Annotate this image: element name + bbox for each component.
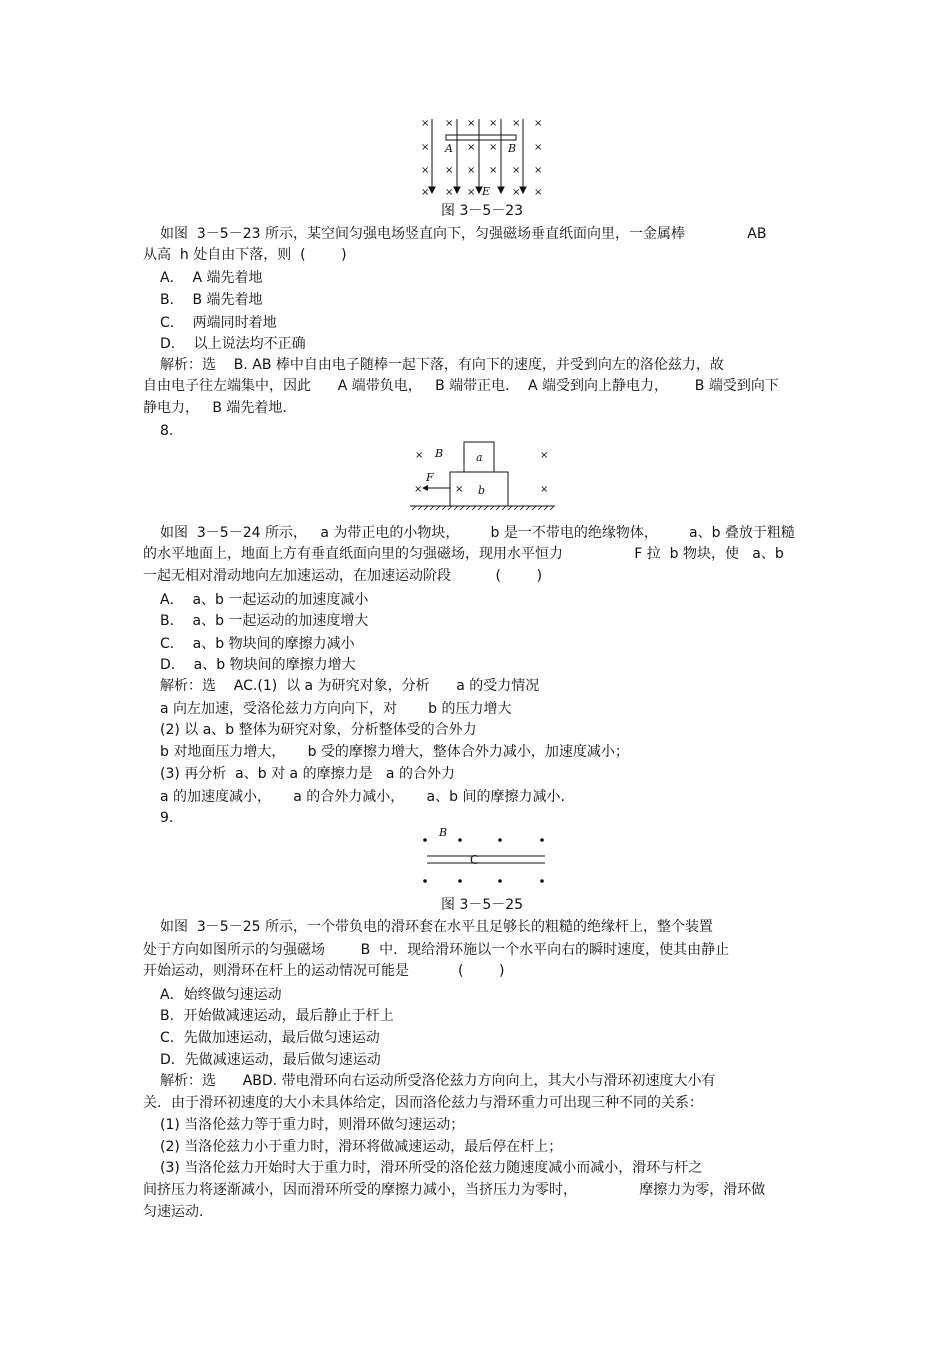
q8-number: 8. [160,423,174,439]
svg-text:×: × [512,165,521,176]
force-f-label: F [426,471,434,484]
figure-3-5-23 [415,115,555,197]
q9-analysis-line6: 间挤压力将逐渐减小，因而滑环所受的摩擦力减小，当挤压力为零时， 摩擦力为零，滑环做 [143,1182,766,1198]
q8-stem-line2: 的水平地面上，地面上方有垂直纸面向里的匀强磁场，现用水平恒力 F 拉 b 物块，使 a、b [143,546,784,562]
field-b-label: B [439,826,448,839]
q9-stem-line3: 开始运动，则滑环在杆上的运动情况可能是 ( ) [143,963,505,979]
field-cross: × [455,484,464,495]
q9-analysis-line1: 解析：选 ABD. 带电滑环向右运动所受洛伦兹力方向向上，其大小与滑环初速度大小有 [160,1073,716,1089]
q8-analysis-line6: a 的加速度减小， a 的合外力减小， a、b 间的摩擦力减小. [160,789,565,805]
figure-caption-3-5-23: 图 3－5－23 [441,203,524,219]
block-b-label: b [478,484,486,497]
field-cross: × [414,484,423,495]
magnetic-field-dots [423,838,544,883]
electric-field-lines [429,119,526,193]
rod-end-b-label: B [508,142,517,155]
svg-text:×: × [445,118,454,129]
q8-option-c: C． a、b 物块间的摩擦力减小 [160,636,355,652]
svg-text:×: × [512,118,521,129]
svg-text:×: × [421,165,430,176]
field-cross: × [415,450,424,461]
q7-option-b: B． B 端先着地 [160,292,263,308]
svg-text:×: × [534,165,543,176]
field-e-label: E [482,185,491,197]
q8-analysis-line3: (2) 以 a、b 整体为研究对象，分析整体受的合外力 [160,722,477,738]
ring-c-label: C [470,853,479,867]
svg-text:×: × [421,118,430,129]
svg-text:×: × [421,187,430,197]
q8-stem-line3: 一起无相对滑动地向左加速运动，在加速运动阶段 ( ) [143,568,543,584]
q7-analysis-line2: 自由电子往左端集中，因此 A 端带负电， B 端带正电． A 端受到向上静电力， B 端受到向下 [143,378,779,394]
ground-hatching [412,506,554,510]
q9-stem-line2: 处于方向如图所示的匀强磁场 B 中．现给滑环施以一个水平向右的瞬时速度，使其由静止 [143,942,730,958]
field-cross: × [540,484,549,495]
field-b-label: B [435,447,444,460]
svg-text:×: × [534,187,543,197]
q7-stem-line1: 如图 3－5－23 所示，某空间匀强电场竖直向下，匀强磁场垂直纸面向里，一金属棒 AB [160,226,767,242]
q9-analysis-line4: (2) 当洛伦兹力小于重力时，滑环将做减速运动，最后停在杆上； [160,1139,563,1155]
figure-caption-3-5-25: 图 3－5－25 [441,897,524,913]
q9-analysis-line2: 关．由于滑环初速度的大小未具体给定，因而洛伦兹力与滑环重力可出现三种不同的关系： [143,1095,703,1111]
q9-option-d: D．先做减速运动，最后做匀速运动 [160,1052,381,1068]
svg-text:×: × [489,165,498,176]
figure-3-5-24 [410,440,560,512]
block-a-label: a [476,451,483,464]
svg-text:×: × [467,165,476,176]
q7-analysis-line1: 解析：选 B. AB 棒中自由电子随棒一起下落，有向下的速度，并受到向左的洛伦兹力，故 [160,357,724,373]
q9-analysis-line3: (1) 当洛伦兹力等于重力时，则滑环做匀速运动； [160,1117,465,1133]
q8-option-d: D． a、b 物块间的摩擦力增大 [160,657,356,673]
svg-text:×: × [512,187,521,197]
q9-option-b: B．开始做减速运动，最后静止于杆上 [160,1008,394,1024]
q9-option-c: C．先做加速运动，最后做匀速运动 [160,1030,380,1046]
svg-text:×: × [489,142,498,153]
q7-analysis-line3: 静电力， B 端先着地. [143,400,287,416]
svg-text:×: × [534,142,543,153]
q8-analysis-line2: a 向左加速，受洛伦兹力方向向下，对 b 的压力增大 [160,701,512,717]
q8-option-a: A． a、b 一起运动的加速度减小 [160,592,369,608]
q9-analysis-line7: 匀速运动. [143,1204,204,1220]
q8-stem-line1: 如图 3－5－24 所示， a 为带正电的小物块， b 是一不带电的绝缘物体， a、b 叠放于粗糙 [160,525,795,541]
q9-number: 9. [160,810,174,826]
rod-end-a-label: A [445,142,453,155]
q7-option-c: C． 两端同时着地 [160,315,277,331]
svg-text:×: × [421,142,430,153]
q9-stem-line1: 如图 3－5－25 所示，一个带负电的滑环套在水平且足够长的粗糙的绝缘杆上，整个装置 [160,919,713,935]
q9-analysis-line5: (3) 当洛伦兹力开始时大于重力时，滑环所受的洛伦兹力随速度减小而减小，滑环与杆之 [160,1160,703,1176]
q7-option-a: A． A 端先着地 [160,270,263,286]
svg-text:×: × [534,118,543,129]
q7-option-d: D． 以上说法均不正确 [160,336,306,352]
svg-text:×: × [467,118,476,129]
q8-analysis-line1: 解析：选 AC.(1) 以 a 为研究对象，分析 a 的受力情况 [160,678,540,694]
figure-3-5-25 [415,825,555,889]
svg-text:×: × [467,142,476,153]
svg-text:×: × [445,165,454,176]
q9-option-a: A．始终做匀速运动 [160,987,282,1003]
q7-stem-line2: 从高 h 处自由下落，则 ( ) [143,247,347,263]
q8-option-b: B． a、b 一起运动的加速度增大 [160,613,369,629]
svg-text:×: × [467,187,476,197]
svg-text:×: × [445,187,454,197]
svg-text:×: × [489,118,498,129]
q8-analysis-line4: b 对地面压力增大， b 受的摩擦力增大，整体合外力减小，加速度减小； [160,744,629,760]
field-cross: × [540,450,549,461]
q8-analysis-line5: (3) 再分析 a、b 对 a 的摩擦力是 a 的合外力 [160,766,455,782]
